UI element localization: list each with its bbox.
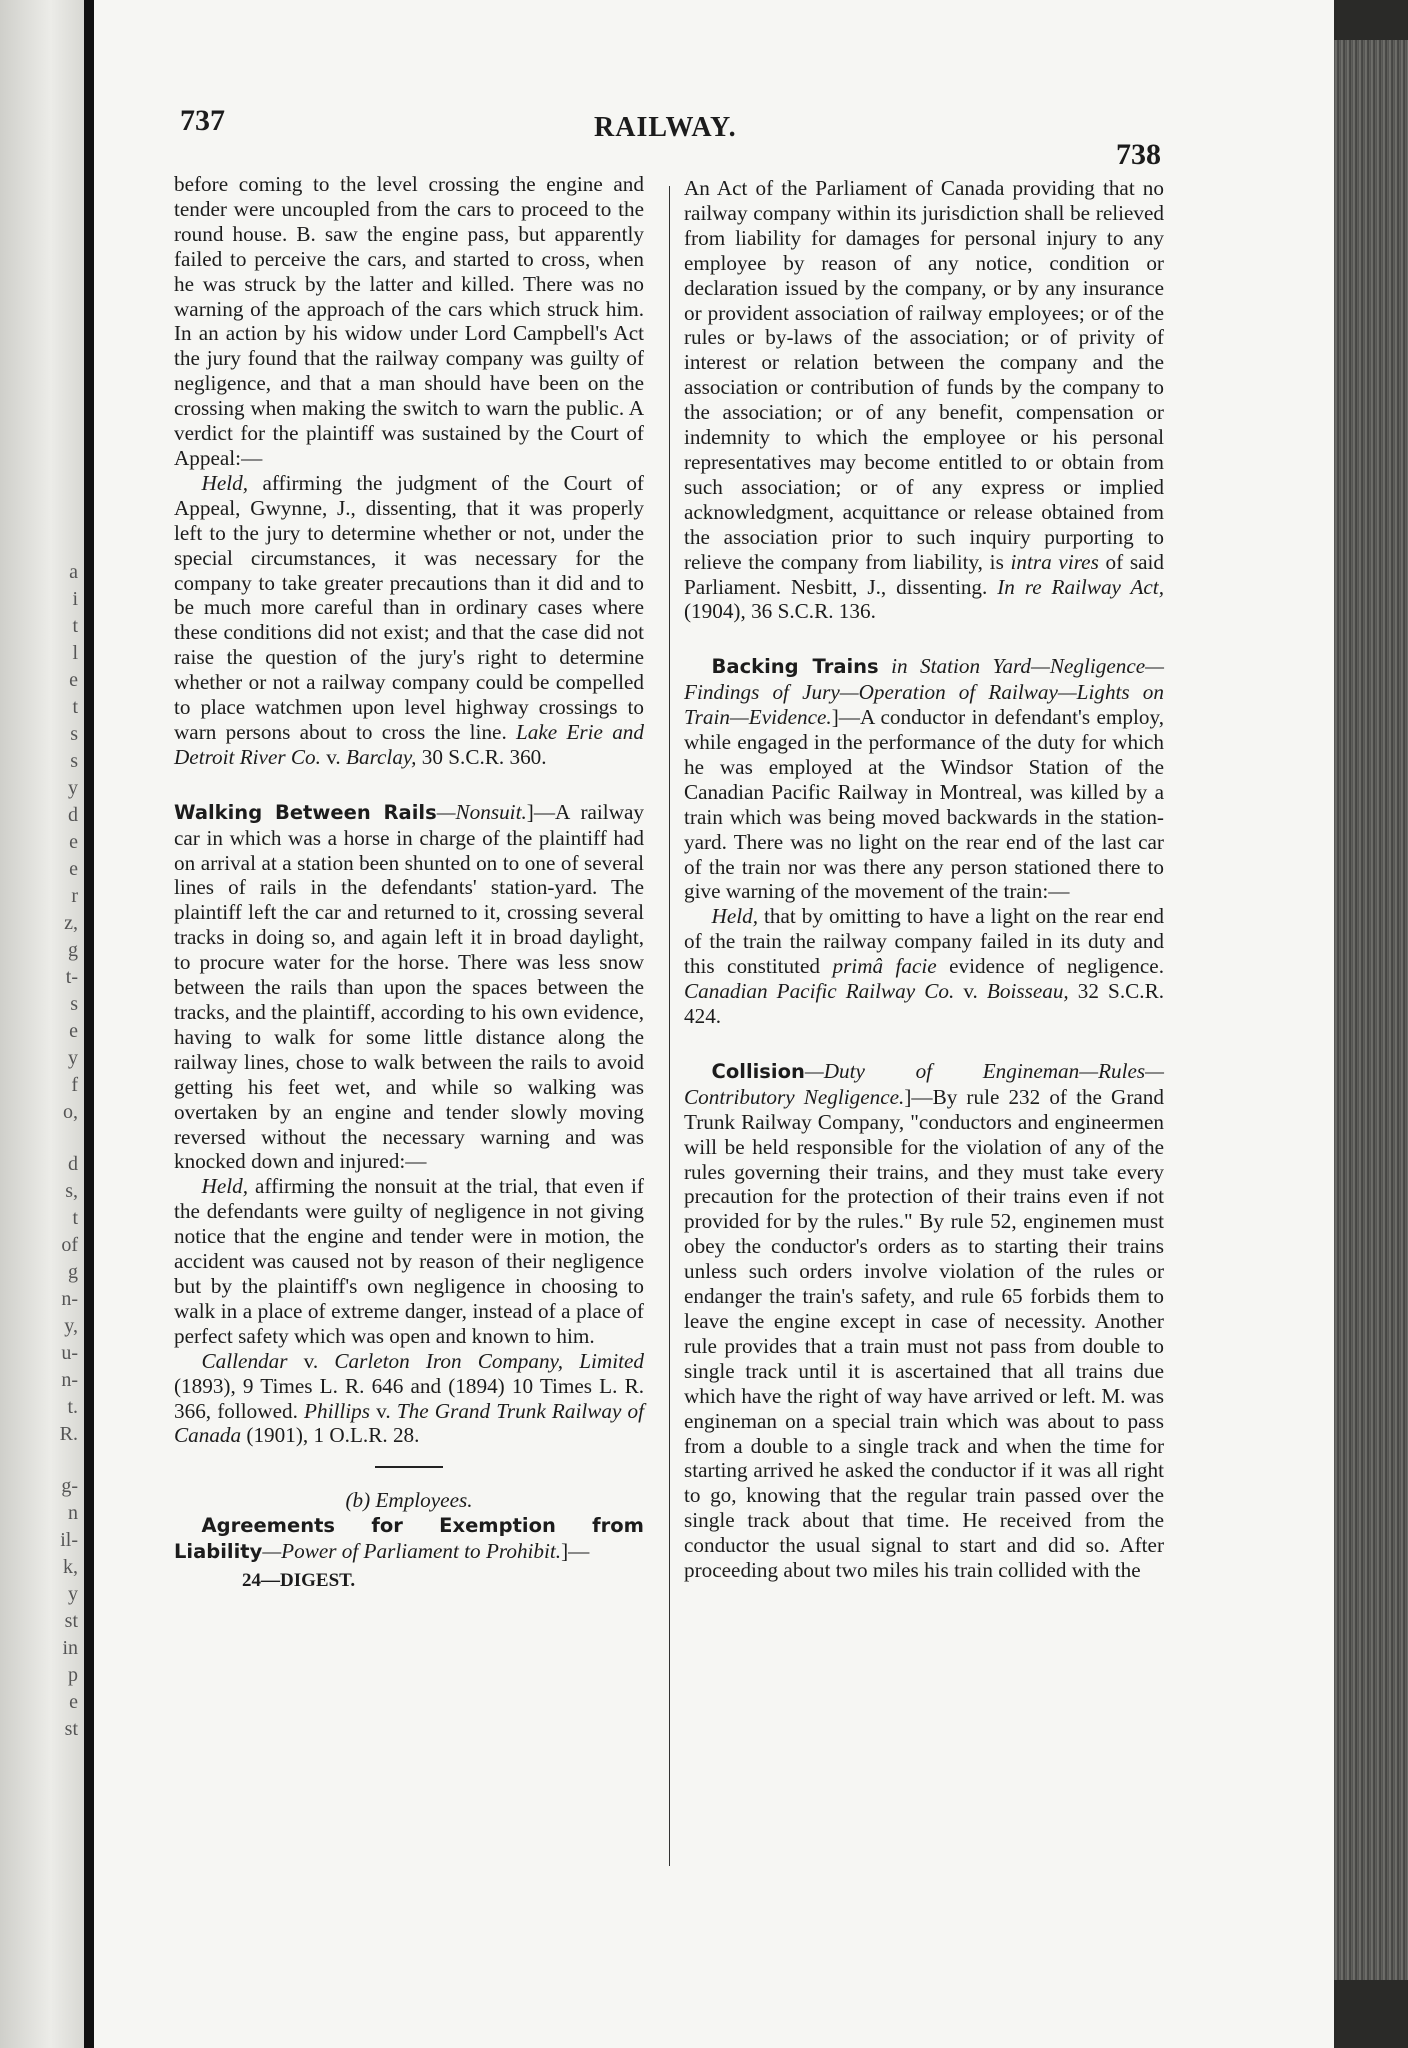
previous-page-edge bbox=[0, 0, 84, 2048]
held-label: Held, bbox=[711, 904, 759, 929]
page-number-left: 737 bbox=[180, 104, 225, 137]
margin-fragment: e bbox=[69, 669, 78, 691]
margin-fragment: l bbox=[72, 642, 78, 664]
subsection-label: (b) Employees. bbox=[345, 1488, 473, 1513]
margin-fragment: s bbox=[70, 723, 78, 745]
margin-fragment: u- bbox=[61, 1342, 78, 1364]
citation: 30 S.C.R. 360. bbox=[416, 744, 547, 769]
paragraph-text: affirming the judgment of the Court of Appeal, Gwynne, J., dissenting, that it was properly left to the jury to determine whether or not, under the special circumstances, it was necessary for the company to take greater precautions than it did and to be much more careful than in ordinary cases where these conditions did not exist; and that the case did not raise the question of the jury's right to determine whether or not a railway company could be compelled to place watchmen upon level highway crossings to warn persons about to cross the line. bbox=[174, 470, 644, 744]
latin-term: primâ facie bbox=[832, 954, 937, 979]
margin-fragment: y bbox=[68, 1047, 78, 1069]
case-name: Boisseau, bbox=[986, 979, 1069, 1004]
case-name: Barclay, bbox=[346, 744, 417, 769]
right-column bbox=[684, 176, 1164, 1583]
section-subheading: —Duty of Engineman—Rules—Contributory Negligence. bbox=[684, 1058, 1164, 1109]
section-subheading: —Power of Parliament to Prohibit. bbox=[262, 1539, 562, 1564]
page-number-right: 738 bbox=[1116, 138, 1161, 171]
margin-fragment: t bbox=[72, 615, 78, 637]
paragraph bbox=[174, 1174, 644, 1348]
paragraph bbox=[174, 800, 644, 1175]
case-name: Callendar bbox=[201, 1348, 288, 1373]
section-heading: Agreements for Exemption from Liability bbox=[174, 1514, 644, 1564]
margin-fragment: y bbox=[68, 1583, 78, 1605]
paragraph-text: An Act of the Parliament of Canada providing that no railway company within its jurisdiction shall be relieved from liability for damages for personal injury to any employee by reason of any notice, condition or declaration issued by the company, or by any insurance or provident association of railway employees; or of the rules or by-laws of the association; or of privity of interest or relation between the company and the association or contribution of funds by the company to the association; or of any benefit, compensation or indemnity to which the employee or his personal representatives may become entitled to or obtain from such association; or of any express or implied acknowledgment, acquittance or release obtained from the association prior to such inquiry purporting to relieve the company from liability, is bbox=[684, 176, 1164, 574]
paragraph-text: ]—A railway car in which was a horse in charge of the plaintiff had on arrival at a station been shunted on to one of several lines of rails in the defendants' station-yard. The plaintiff left the car and returned to it, crossing several tracks in doing so, and again left it in broad daylight, to procure water for the horse. There was less snow between the rails than upon the spaces between the tracks, and the plaintiff, according to his own evidence, having to walk for some little distance along the railway lines, chose to walk between the rails to avoid getting his feet wet, and while so walking was overtaken by an engine and tender slowly moving reversed without the necessary warning and was knocked down and injured:— bbox=[174, 799, 644, 1174]
margin-fragment: i bbox=[72, 588, 78, 610]
latin-term: intra vires bbox=[1010, 549, 1099, 574]
paragraph-text: ]—By rule 232 of the Grand Trunk Railway Company, "conductors and engineermen will be held responsible for the violation of any of the rules governing their trains, and they must take every precaution for the protection of their trains even if not provided for by the rules." By rule 52, enginemen must obey the conductor's orders as to starting their trains unless such orders involve violation of the rules or endanger the train's safety, and rule 65 forbids them to leave the engine except in case of necessity. Another rule provides that a train must not pass from double to single track until it is ascertained that all trains due which have the right of way have arrived or left. M. was engineman on a special train which was about to pass from a double to a single track and when the time for starting arrived he asked the conductor if it was all right to go, knowing that the regular train passed over the single track about that time. He received from the conductor the usual signal to start and did so. After proceeding about two miles his train collided with the bbox=[684, 1084, 1164, 1583]
paragraph bbox=[684, 904, 1164, 1029]
case-name: Phillips bbox=[304, 1398, 370, 1423]
margin-fragment: st bbox=[64, 1610, 78, 1632]
page-edges-top bbox=[1334, 0, 1408, 40]
versus: v. bbox=[369, 1398, 397, 1423]
margin-fragment: a bbox=[69, 561, 78, 583]
page-edges bbox=[1334, 40, 1408, 1980]
paragraph bbox=[174, 1513, 644, 1565]
case-name: Lake Erie and Detroit River Co. bbox=[174, 719, 644, 769]
section-heading: Backing Trains bbox=[711, 655, 879, 679]
margin-fragment: p bbox=[68, 1664, 78, 1686]
margin-fragment: t. bbox=[67, 1396, 78, 1418]
section-subheading: in Station Yard—Negligence—Findings of Jury—Operation of Railway—Lights on Train—Evidence. bbox=[684, 654, 1164, 730]
running-head bbox=[94, 100, 1334, 171]
margin-fragment: t bbox=[72, 696, 78, 718]
paragraph-text: ]—A conductor in defendant's employ, while engaged in the performance of the duty for which he was employed at the Windsor Station of the Canadian Pacific Railway in Montreal, was killed by a train which was being moved backwards in the station-yard. There was no light on the rear end of the last car of the train nor was there any person stationed there to give warning of the movement of the train:— bbox=[684, 705, 1164, 904]
margin-fragment: t- bbox=[65, 966, 78, 988]
paragraph bbox=[174, 471, 644, 770]
margin-fragment: g- bbox=[61, 1475, 78, 1497]
subsection-heading bbox=[174, 1488, 644, 1513]
margin-fragment: s, bbox=[65, 1180, 78, 1202]
held-label: Held, bbox=[201, 1174, 249, 1199]
paragraph bbox=[174, 172, 644, 471]
citation: 32 S.C.R. 424. bbox=[684, 979, 1164, 1028]
margin-fragment: g bbox=[68, 1261, 78, 1283]
citation: (1904), 36 S.C.R. 136. bbox=[684, 599, 876, 624]
section-heading: Collision bbox=[711, 1059, 805, 1083]
section-heading: Walking Between Rails bbox=[174, 800, 437, 824]
left-column bbox=[174, 172, 644, 1594]
margin-fragment: y, bbox=[64, 1315, 78, 1337]
paragraph-text: of said Parliament. Nesbitt, J., dissenting. bbox=[684, 549, 1164, 599]
margin-fragment: y bbox=[68, 777, 78, 799]
margin-fragment: of bbox=[61, 1234, 78, 1256]
paragraph bbox=[174, 1349, 644, 1449]
book-page bbox=[94, 0, 1334, 2048]
book-gutter bbox=[84, 0, 94, 2048]
divider bbox=[375, 1466, 443, 1468]
margin-fragment: n bbox=[68, 1502, 78, 1524]
paragraph-text: before coming to the level crossing the engine and tender were uncoupled from the cars to proceed to the round house. B. saw the engine pass, but apparently failed to perceive the cars, and started to cross, when he was struck by the latter and killed. There was no warning of the approach of the cars which struck him. In an action by his widow under Lord Campbell's Act the jury found that the railway company was guilty of negligence, and that a man should have been on the crossing when making the switch to warn the public. A verdict for the plaintiff was sustained by the Court of Appeal:— bbox=[174, 172, 644, 470]
case-name: Carleton Iron Company, Limited bbox=[334, 1348, 645, 1373]
column-rule bbox=[669, 186, 670, 1866]
paragraph bbox=[684, 654, 1164, 904]
paragraph-text: evidence of negligence. bbox=[936, 954, 1165, 979]
citation: (1901), 1 O.L.R. 28. bbox=[241, 1423, 420, 1448]
case-name: The Grand Trunk Railway of Canada bbox=[174, 1398, 644, 1448]
section-subheading: —Nonsuit. bbox=[436, 799, 527, 824]
margin-fragment: e bbox=[69, 1691, 78, 1713]
page-edges-bottom bbox=[1334, 1980, 1408, 2048]
margin-fragment: z, bbox=[64, 912, 78, 934]
paragraph-text: that by omitting to have a light on the rear end of the train the railway company failed in its duty and this constituted bbox=[684, 904, 1164, 979]
margin-fragment: d bbox=[68, 1153, 78, 1175]
margin-fragment: t bbox=[72, 1207, 78, 1229]
paragraph-text: affirming the nonsuit at the trial, that even if the defendants were guilty of negligence in not giving notice that the engine and tender were in motion, the accident was caused not by reason of their negligence but by the plaintiff's own negligence in choosing to walk in a place of extreme danger, instead of a place of perfect safety which was open and known to him. bbox=[174, 1174, 644, 1348]
margin-fragment: f bbox=[71, 1074, 78, 1096]
margin-fragment: r bbox=[71, 885, 78, 907]
signature-mark: 24—DIGEST. bbox=[242, 1570, 356, 1592]
margin-fragment: n- bbox=[61, 1288, 78, 1310]
page-title: RAILWAY. bbox=[594, 112, 737, 143]
paragraph bbox=[684, 1059, 1164, 1583]
versus: v. bbox=[954, 979, 987, 1004]
versus: v. bbox=[320, 744, 347, 769]
margin-fragment: g bbox=[68, 939, 78, 961]
case-name: Canadian Pacific Railway Co. bbox=[684, 979, 955, 1004]
margin-fragment: d bbox=[68, 804, 78, 826]
margin-fragment: e bbox=[69, 858, 78, 880]
margin-fragment: e bbox=[69, 831, 78, 853]
held-label: Held, bbox=[201, 470, 249, 495]
margin-fragment: s bbox=[70, 993, 78, 1015]
margin-fragment: k, bbox=[63, 1556, 78, 1578]
margin-fragment: il- bbox=[60, 1529, 78, 1551]
paragraph-text: ]— bbox=[561, 1539, 590, 1564]
margin-fragment: n- bbox=[61, 1369, 78, 1391]
margin-fragment: o, bbox=[63, 1101, 78, 1123]
case-name: In re Railway Act, bbox=[997, 574, 1164, 599]
citation: (1893), 9 Times L. R. 646 and (1894) 10 Times L. R. 366, followed. bbox=[174, 1373, 644, 1423]
paragraph bbox=[684, 176, 1164, 624]
margin-fragment: s bbox=[70, 750, 78, 772]
margin-fragment: in bbox=[62, 1637, 78, 1659]
margin-fragment: R. bbox=[59, 1423, 78, 1445]
versus: v. bbox=[287, 1348, 335, 1373]
margin-fragment: st bbox=[64, 1718, 78, 1740]
margin-fragment: e bbox=[69, 1020, 78, 1042]
